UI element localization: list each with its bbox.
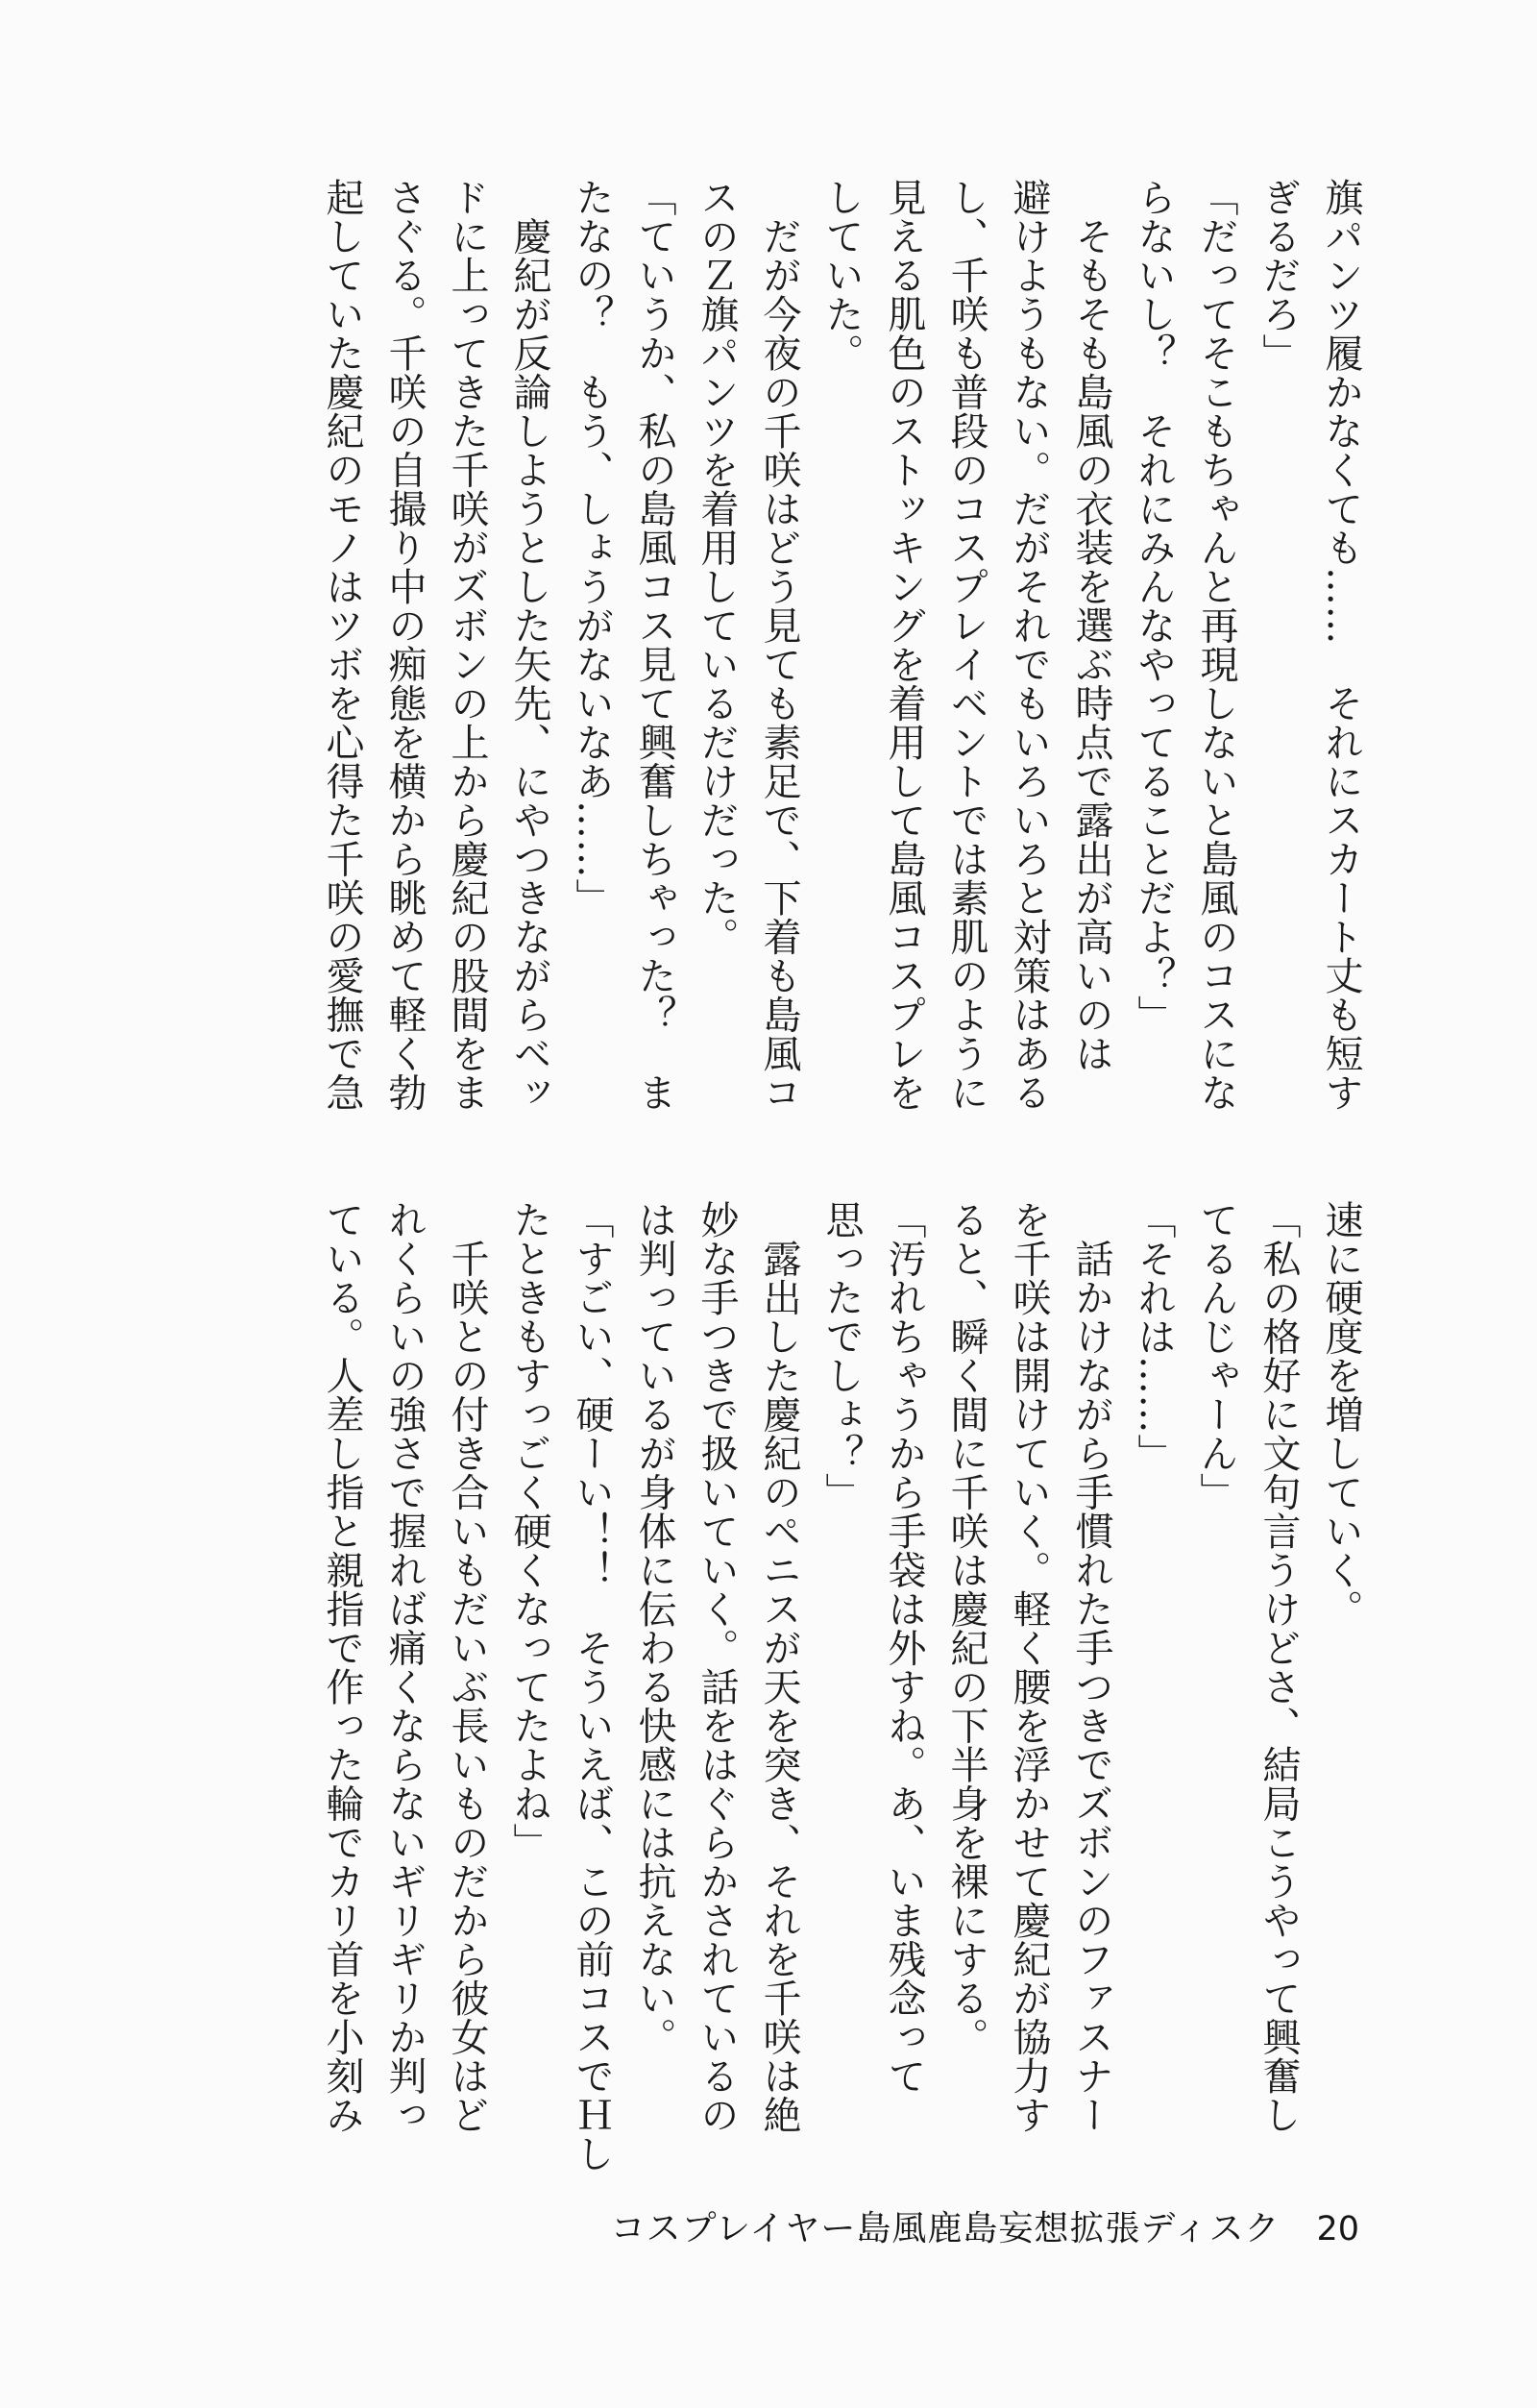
text-line: 速に硬度を増していく。 <box>1319 1200 1363 1629</box>
text-line: 「すごい、硬ーい！！ そういえば、この前コスでＨし <box>570 1200 614 2174</box>
text-line: だが今夜の千咲はどう見ても素足で、下着も島風コ <box>757 178 801 1112</box>
text-line: していた。 <box>819 178 864 373</box>
text-line: 「それは……」 <box>1132 1200 1176 1473</box>
text-line: そもそも島風の衣装を選ぶ時点で露出が高いのは <box>1069 178 1113 1073</box>
text-line: を千咲は開けていく。軽く腰を浮かせて慶紀が協力す <box>1007 1200 1051 2134</box>
text-line: し、千咲も普段のコスプレイベントでは素肌のように <box>944 178 988 1112</box>
text-line: たときもすっごく硬くなってたよね」 <box>507 1200 551 1862</box>
text-line: 見える肌色のストッキングを着用して島風コスプレを <box>882 178 926 1112</box>
text-line: 「汚れちゃうから手袋は外すね。あ、いま残念って <box>882 1200 926 2096</box>
text-line: ドに上ってきた千咲がズボンの上から慶紀の股間をま <box>445 178 489 1112</box>
text-line: 旗パンツ履かなくても…… それにスカート丈も短す <box>1319 178 1363 1112</box>
page-number: 20 <box>1316 2210 1359 2248</box>
text-line: たなの？ もう、しょうがないなあ……」 <box>570 178 614 918</box>
text-line: ている。人差し指と親指で作った輪でカリ首を小刻み <box>320 1200 364 2134</box>
text-line: スのＺ旗パンツを着用しているだけだった。 <box>695 178 739 956</box>
text-line: ると、瞬く間に千咲は慶紀の下半身を裸にする。 <box>944 1200 988 2056</box>
vertical-text-block-top <box>309 178 1372 1115</box>
text-line: 妙な手つきで扱いていく。話をはぐらかされているの <box>695 1200 739 2134</box>
text-line: ぎるだろ」 <box>1256 178 1301 373</box>
text-line: 思ったでしょ？」 <box>819 1200 864 1511</box>
text-line: らないし？ それにみんなやってることだよ？」 <box>1132 178 1176 1034</box>
text-line: 話かけながら手慣れた手つきでズボンのファスナー <box>1069 1200 1113 2134</box>
text-line: れくらいの強さで握れば痛くならないギリギリか判っ <box>382 1200 427 2134</box>
text-line: 「ていうか、私の島風コス見て興奮しちゃった？ ま <box>632 178 676 1112</box>
text-line: てるんじゃーん」 <box>1194 1200 1238 1511</box>
text-line: 起していた慶紀のモノはツボを心得た千咲の愛撫で急 <box>320 178 364 1112</box>
text-line: は判っているが身体に伝わる快感には抗えない。 <box>632 1200 676 2056</box>
text-line: 慶紀が反論しようとした矢先、にやつきながらベッ <box>507 178 551 1112</box>
text-line: 避けようもない。だがそれでもいろいろと対策はある <box>1007 178 1051 1112</box>
text-line: 露出した慶紀のペニスが天を突き、それを千咲は絶 <box>757 1200 801 2134</box>
footer-title: コスプレイヤー島風鹿島妄想拡張ディスク <box>610 2209 1281 2248</box>
page-footer <box>611 2201 1359 2250</box>
text-line: さぐる。千咲の自撮り中の痴態を横から眺めて軽く勃 <box>382 178 427 1112</box>
text-line: 千咲との付き合いもだいぶ長いものだから彼女はど <box>445 1200 489 2134</box>
text-line: 「私の格好に文句言うけどさ、結局こうやって興奮し <box>1256 1200 1301 2134</box>
vertical-text-block-bottom <box>309 1200 1372 2173</box>
text-line: 「だってそこもちゃんと再現しないと島風のコスにな <box>1194 178 1238 1112</box>
